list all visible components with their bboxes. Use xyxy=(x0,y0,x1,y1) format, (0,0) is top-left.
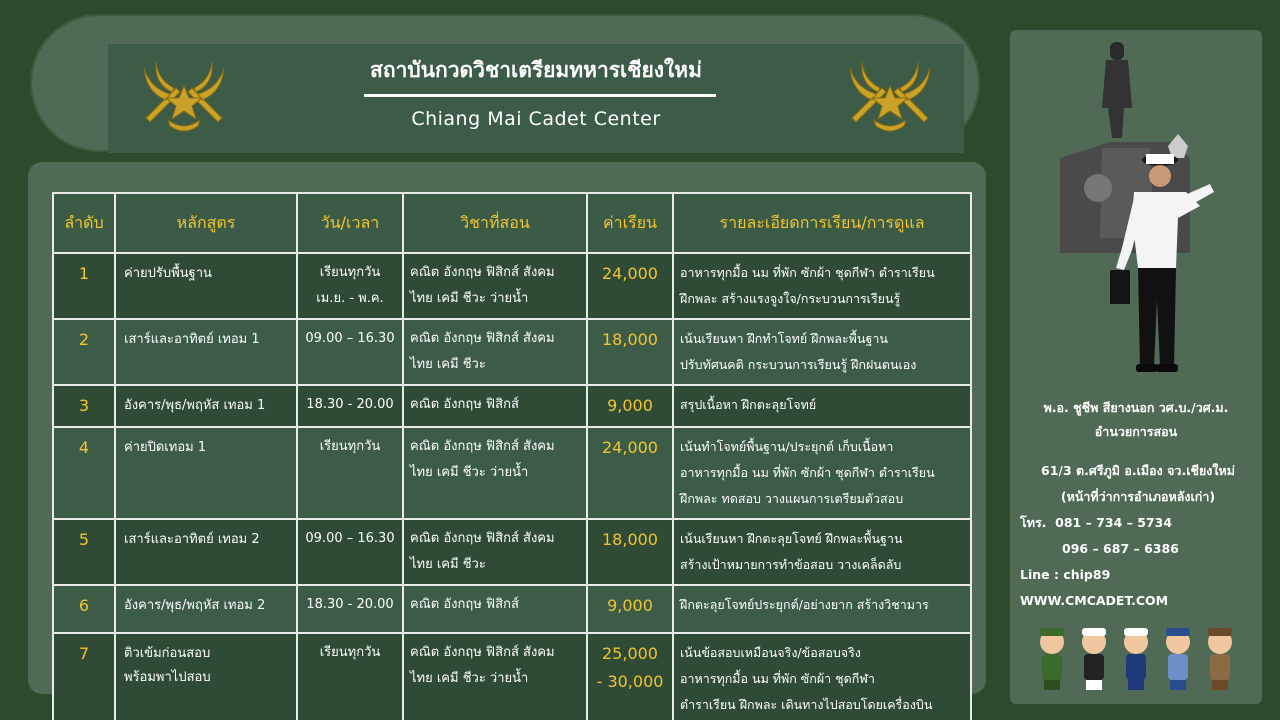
cell-subjects: คณิต อังกฤษ ฟิสิกส์ สังคม ไทย เคมี ชีวะ ว่ายน้ำ xyxy=(403,427,587,519)
cell-subjects: คณิต อังกฤษ ฟิสิกส์ สังคม ไทย เคมี ชีวะ ว่ายน้ำ xyxy=(403,253,587,319)
phone-label: โทร. xyxy=(1020,515,1047,530)
cell-time: 18.30 - 20.00 xyxy=(297,385,403,427)
director-name: พ.อ. ชูชีพ สียางนอก วศ.บ./วศ.ม. xyxy=(1043,400,1229,415)
cell-subjects: คณิต อังกฤษ ฟิสิกส์ xyxy=(403,585,587,633)
cell-no: 3 xyxy=(53,385,115,427)
contact-sidebar xyxy=(1010,30,1262,704)
table-row xyxy=(53,427,971,519)
cell-no: 2 xyxy=(53,319,115,385)
table-row xyxy=(53,319,971,385)
cell-fee: 24,000 xyxy=(587,427,673,519)
header-banner xyxy=(30,14,980,152)
header-title-english: Chiang Mai Cadet Center xyxy=(411,108,661,130)
cell-subjects: คณิต อังกฤษ ฟิสิกส์ xyxy=(403,385,587,427)
cell-no: 5 xyxy=(53,519,115,585)
col-header-time: วัน/เวลา xyxy=(297,193,403,253)
cell-course: เสาร์และอาทิตย์ เทอม 1 xyxy=(115,319,297,385)
header-title-thai: สถาบันกวดวิชาเตรียมทหารเชียงใหม่ xyxy=(370,58,702,82)
table-row xyxy=(53,519,971,585)
cell-no: 7 xyxy=(53,633,115,720)
cell-time: 09.00 – 16.30 xyxy=(297,319,403,385)
cell-detail: เน้นข้อสอบเหมือนจริง/ข้อสอบจริง อาหารทุกมื้อ นม ที่พัก ซักผ้า ชุดกีฬา ตำราเรียน ฝึกพละ เดินทางไปสอบโดยเครื่องบิน xyxy=(673,633,971,720)
col-header-detail: รายละเอียดการเรียน/การดูแล xyxy=(673,193,971,253)
col-header-fee: ค่าเรียน xyxy=(587,193,673,253)
address-line-1: 61/3 ต.ศรีภูมิ อ.เมือง จว.เชียงใหม่ xyxy=(1041,463,1235,478)
col-header-no: ลำดับ xyxy=(53,193,115,253)
phone-number-1[interactable]: 081 – 734 – 5734 xyxy=(1055,515,1173,530)
cell-course: เสาร์และอาทิตย์ เทอม 2 xyxy=(115,519,297,585)
royal-army-emblem-icon xyxy=(842,58,938,136)
cell-course: ติวเข้มก่อนสอบ พร้อมพาไปสอบ xyxy=(115,633,297,720)
col-header-subjects: วิชาที่สอน xyxy=(403,193,587,253)
cell-detail: เน้นเรียนหา ฝึกตะลุยโจทย์ ฝึกพละพื้นฐาน สร้างเป้าหมายการทำข้อสอบ วางเคล็ดลับ xyxy=(673,519,971,585)
cell-fee: 9,000 xyxy=(587,385,673,427)
header-box xyxy=(108,44,964,153)
table-row xyxy=(53,385,971,427)
address-line-2: (หน้าที่ว่าการอำเภอหลังเก่า) xyxy=(1060,489,1216,504)
cell-time: 18.30 - 20.00 xyxy=(297,585,403,633)
table-row xyxy=(53,253,971,319)
website-link[interactable]: WWW.CMCADET.COM xyxy=(1020,593,1169,608)
cell-subjects: คณิต อังกฤษ ฟิสิกส์ สังคม ไทย เคมี ชีวะ xyxy=(403,319,587,385)
cell-detail: ฝึกตะลุยโจทย์ประยุกต์/อย่างยาก สร้างวิชามาร xyxy=(673,585,971,633)
cell-fee: 25,000 - 30,000 xyxy=(587,633,673,720)
cell-fee: 9,000 xyxy=(587,585,673,633)
cell-course: อังคาร/พุธ/พฤหัส เทอม 1 xyxy=(115,385,297,427)
cell-fee: 18,000 xyxy=(587,519,673,585)
cell-time: เรียนทุกวัน xyxy=(297,633,403,720)
phone-number-2[interactable]: 096 – 687 – 6386 xyxy=(1062,541,1179,556)
saluting-officer-statue-icon xyxy=(1050,38,1220,388)
cell-detail: สรุปเนื้อหา ฝึกตะลุยโจทย์ xyxy=(673,385,971,427)
cell-no: 6 xyxy=(53,585,115,633)
cell-detail: อาหารทุกมื้อ นม ที่พัก ซักผ้า ชุดกีฬา ตำราเรียน ฝึกพละ สร้างแรงจูงใจ/กระบวนการเรียนรู้ xyxy=(673,253,971,319)
cell-no: 1 xyxy=(53,253,115,319)
table-row xyxy=(53,585,971,633)
cell-detail: เน้นทำโจทย์พื้นฐาน/ประยุกต์ เก็บเนื้อหา อาหารทุกมื้อ นม ที่พัก ซักผ้า ชุดกีฬา ตำราเรียน ฝึกพละ ทดสอบ วางแผนการเตรียมตัวสอบ xyxy=(673,427,971,519)
table-row xyxy=(53,633,971,720)
cell-time: เรียนทุกวัน เม.ย. - พ.ค. xyxy=(297,253,403,319)
cadet-mascots-icon xyxy=(1032,624,1242,692)
cell-time: เรียนทุกวัน xyxy=(297,427,403,519)
cell-subjects: คณิต อังกฤษ ฟิสิกส์ สังคม ไทย เคมี ชีวะ xyxy=(403,519,587,585)
cell-no: 4 xyxy=(53,427,115,519)
table-header-row xyxy=(53,193,971,253)
phone-row-1 xyxy=(1020,510,1256,536)
cell-course: อังคาร/พุธ/พฤหัส เทอม 2 xyxy=(115,585,297,633)
cell-subjects: คณิต อังกฤษ ฟิสิกส์ สังคม ไทย เคมี ชีวะ ว่ายน้ำ xyxy=(403,633,587,720)
contact-info xyxy=(1020,458,1256,614)
cell-time: 09.00 – 16.30 xyxy=(297,519,403,585)
director-info xyxy=(1010,396,1262,444)
line-id: Line : chip89 xyxy=(1020,567,1111,582)
cell-course: ค่ายปิดเทอม 1 xyxy=(115,427,297,519)
director-role: อำนวยการสอน xyxy=(1094,424,1178,439)
cell-fee: 24,000 xyxy=(587,253,673,319)
course-table xyxy=(52,192,972,720)
header-divider xyxy=(364,94,716,97)
course-table-panel xyxy=(28,162,986,712)
cell-course: ค่ายปรับพื้นฐาน xyxy=(115,253,297,319)
col-header-course: หลักสูตร xyxy=(115,193,297,253)
cell-fee: 18,000 xyxy=(587,319,673,385)
cell-detail: เน้นเรียนหา ฝึกทำโจทย์ ฝึกพละพื้นฐาน ปรับทัศนคติ กระบวนการเรียนรู้ ฝึกฝนตนเอง xyxy=(673,319,971,385)
